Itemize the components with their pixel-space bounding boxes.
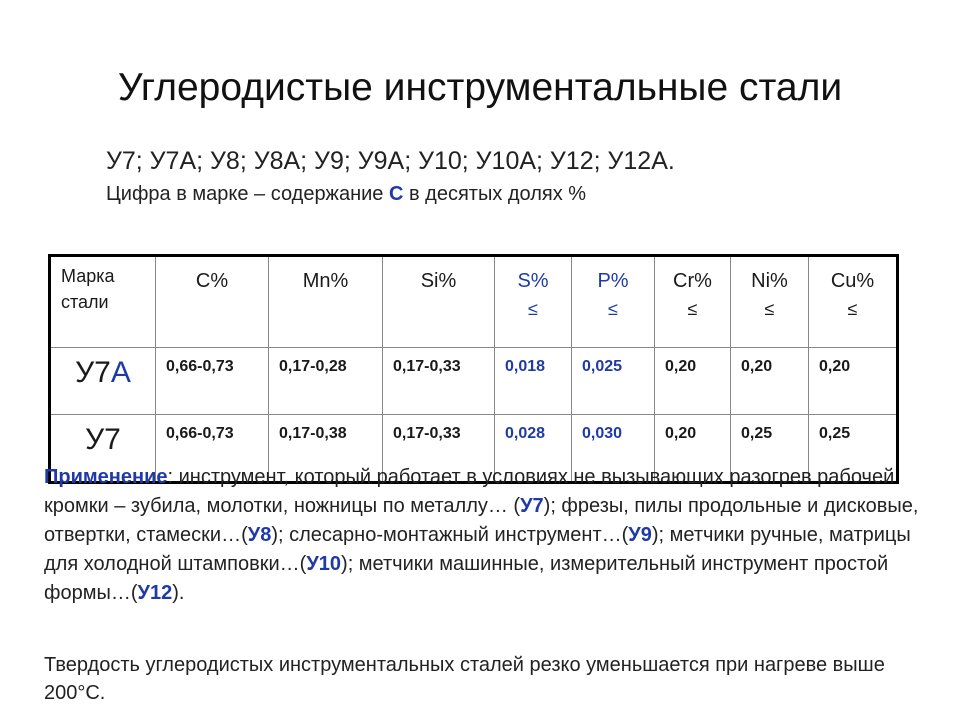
cell-cu: 0,20 (809, 348, 898, 415)
cell-cr: 0,20 (655, 348, 731, 415)
header-s-le: ≤ (528, 299, 538, 319)
grade-main: У7 (85, 423, 121, 456)
usage-text-6: ). (172, 582, 185, 604)
header-cu (809, 256, 898, 348)
header-s-label: S% (517, 270, 549, 292)
grades-list: У7; У7А; У8; У8А; У9; У9А; У10; У10А; У12; У12А. (106, 147, 675, 175)
table-header-row (50, 256, 898, 348)
header-p (572, 256, 655, 348)
header-si (383, 256, 495, 348)
header-p-label: P% (597, 270, 629, 292)
hardness-note: Твердость углеродистых инструментальных сталей резко уменьшается при нагреве выше 200°С. (44, 654, 885, 704)
usage-grade-u10: У10 (306, 553, 342, 575)
header-cr (655, 256, 731, 348)
header-cu-label: Cu% (830, 270, 875, 292)
cell-si: 0,17-0,33 (383, 415, 495, 483)
cell-p: 0,025 (572, 348, 655, 415)
cell-ni: 0,25 (731, 415, 809, 483)
header-s (495, 256, 572, 348)
cell-p: 0,030 (572, 415, 655, 483)
header-p-le: ≤ (608, 299, 618, 319)
usage-text-4: ); метчики ручные, матрицы для холодной штамповки…( (44, 524, 911, 575)
header-cr-le: ≤ (687, 299, 698, 319)
usage-grade-u8: У8 (247, 524, 272, 546)
header-ni-le: ≤ (764, 299, 775, 319)
grade-main: У7 (75, 356, 111, 389)
usage-grade-u7: У7 (520, 495, 544, 517)
table-row (50, 348, 898, 415)
usage-text-5: ); метчики машинные, измерительный инструмент простой формы…( (44, 553, 889, 604)
note-prefix: Цифра в марке – содержание (106, 183, 389, 205)
grade-note (106, 183, 586, 206)
header-ni (731, 256, 809, 348)
header-si-label: Si% (420, 270, 457, 292)
usage-grade-u12: У12 (137, 582, 173, 604)
header-grade-line2: стали (61, 292, 109, 312)
header-mn-label: Mn% (302, 270, 349, 292)
cell-mn: 0,17-0,38 (269, 415, 383, 483)
usage-label: Применение (44, 466, 168, 488)
grade-suffix: А (110, 356, 131, 389)
cell-s: 0,028 (495, 415, 572, 483)
cell-mn: 0,17-0,28 (269, 348, 383, 415)
header-c-label: C% (195, 270, 229, 292)
note-suffix: в десятых долях % (403, 183, 587, 205)
note-element: С (388, 183, 404, 205)
header-ni-label: Ni% (751, 270, 788, 292)
usage-text-1: : инструмент, который работает в условиях не вызывающих разогрев рабочей кромки – зубила, молотки, ножницы по металлу… ( (44, 466, 895, 517)
header-cr-label: Cr% (673, 270, 712, 292)
header-mn (269, 256, 383, 348)
cell-ni: 0,20 (731, 348, 809, 415)
usage-paragraph (44, 463, 924, 608)
usage-text-3: ); слесарно-монтажный инструмент…( (271, 524, 629, 546)
cell-cr: 0,20 (655, 415, 731, 483)
cell-c: 0,66-0,73 (156, 348, 269, 415)
cell-c: 0,66-0,73 (156, 415, 269, 483)
cell-s: 0,018 (495, 348, 572, 415)
header-c (156, 256, 269, 348)
page-title: Углеродистые инструментальные стали (117, 66, 843, 109)
header-grade (50, 256, 156, 348)
row-grade (50, 348, 156, 415)
usage-text-2: ); фрезы, пилы продольные и дисковые, отвертки, стамески…( (44, 495, 919, 546)
header-cu-le: ≤ (847, 299, 858, 319)
cell-cu: 0,25 (809, 415, 898, 483)
cell-si: 0,17-0,33 (383, 348, 495, 415)
composition-table (48, 254, 899, 484)
header-grade-line1: Марка (61, 266, 115, 286)
usage-grade-u9: У9 (628, 524, 652, 546)
